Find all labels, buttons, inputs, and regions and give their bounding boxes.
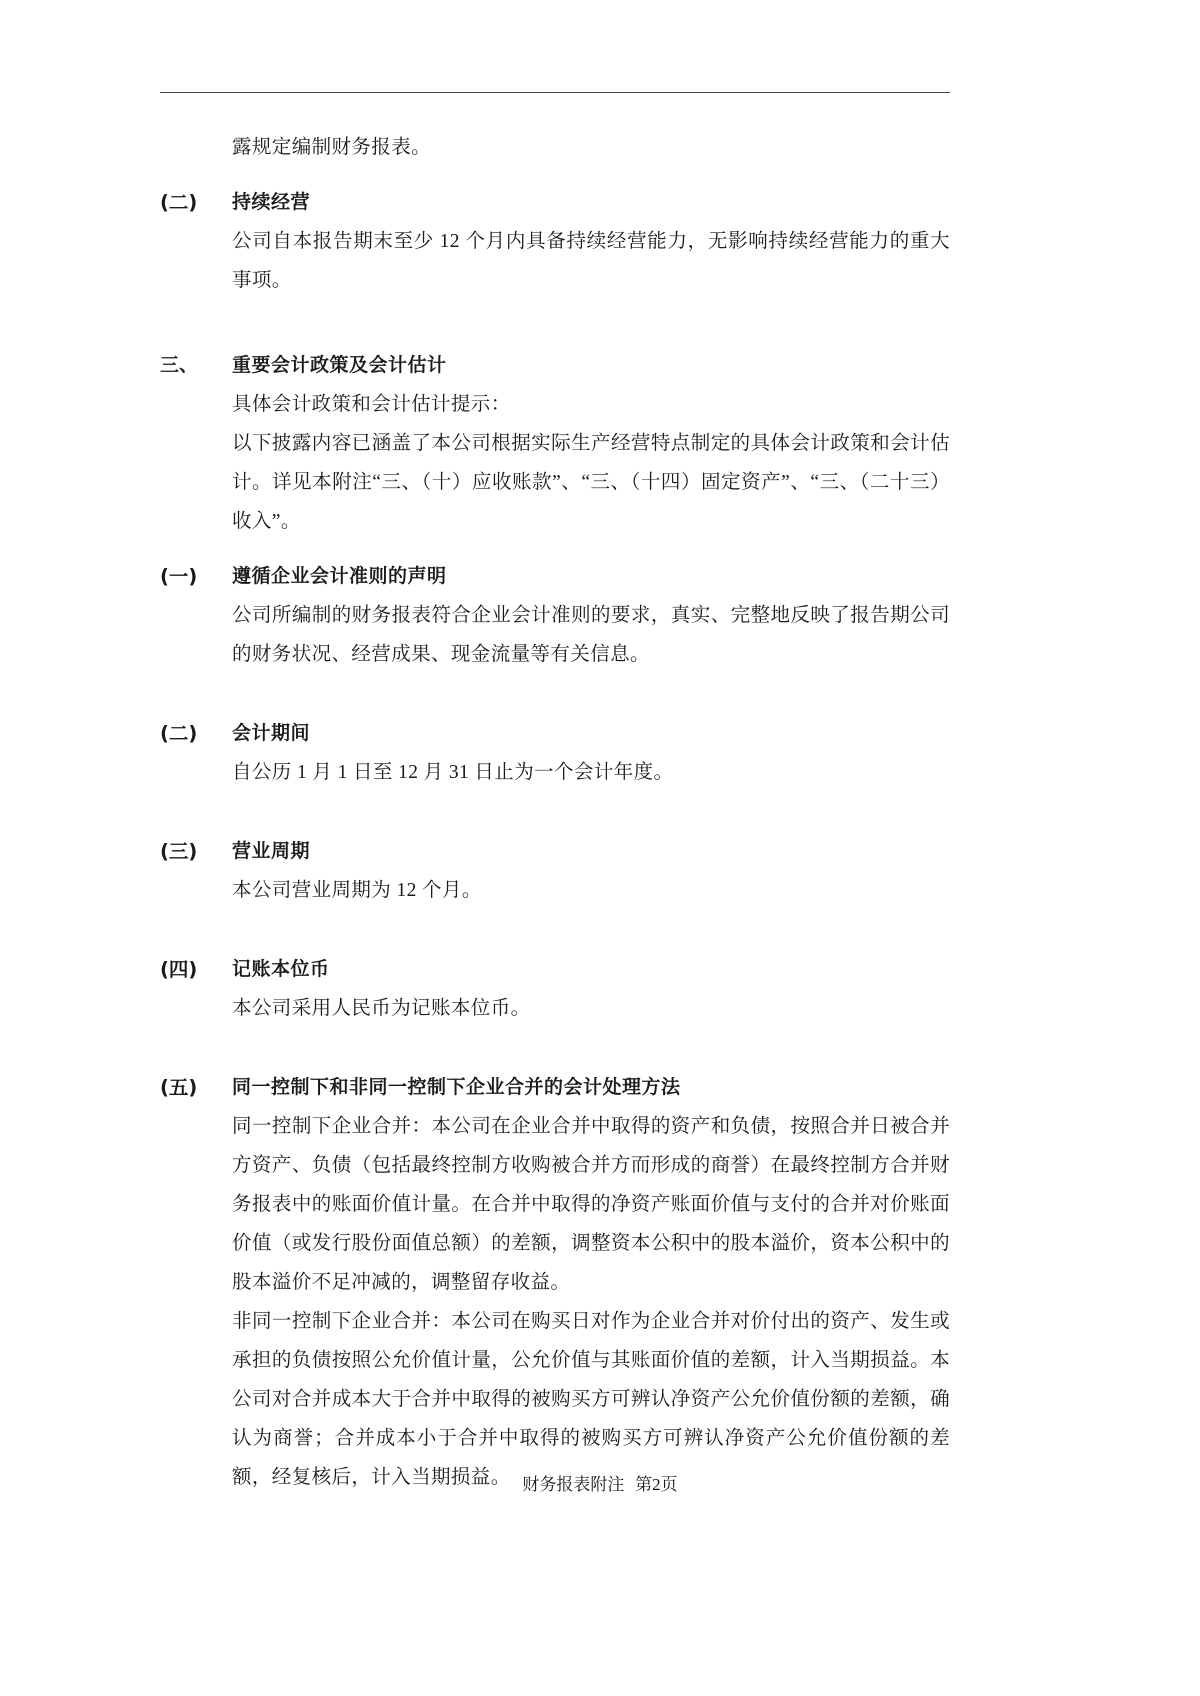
footer-page-number: 2: [652, 1475, 661, 1494]
header-divider: [160, 92, 950, 93]
section-title: 遵循企业会计准则的声明: [232, 565, 447, 587]
section-heading-row: [160, 183, 950, 222]
section-paragraph: 同一控制下企业合并：本公司在企业合并中取得的资产和负债，按照合并日被合并方资产、负债（包括最终控制方收购被合并方而形成的商誉）在最终控制方合并财务报表中的账面价值计量。在合并中取得的净资产账面价值与支付的合并对价账面价值（或发行股份面值总额）的差额，调整资本公积中的股本溢价，资本公积中的股本溢价不足冲减的，调整留存收益。: [232, 1116, 950, 1293]
section-heading-row: [160, 950, 950, 989]
section-paragraph: 自公历 1 月 1 日至 12 月 31 日止为一个会计年度。: [232, 762, 674, 783]
footer-page-suffix: 页: [660, 1475, 678, 1495]
section-paragraph: 公司所编制的财务报表符合企业会计准则的要求，真实、完整地反映了报告期公司的财务状况、经营成果、现金流量等有关信息。: [232, 605, 950, 665]
section-number: 三、: [160, 354, 199, 376]
section-number: (一): [160, 565, 198, 588]
section-heading-row: [160, 714, 950, 753]
section-paragraph: 公司自本报告期末至少 12 个月内具备持续经营能力，无影响持续经营能力的重大事项。: [232, 231, 950, 291]
section-heading-row: [160, 557, 950, 596]
section-paragraph: 非同一控制下企业合并：本公司在购买日对作为企业合并对价付出的资产、发生或承担的负债按照公允价值计量，公允价值与其账面价值的差额，计入当期损益。本公司对合并成本大于合并中取得的被购买方可辨认净资产公允价值份额的差额，确认为商誉；合并成本小于合并中取得的被购买方可辨认净资产公允价值份额的差额，经复核后，计入当期损益。: [232, 1311, 950, 1488]
page-footer: [0, 1470, 1200, 1495]
section-number: (二): [160, 722, 198, 745]
section-heading-row: [160, 1068, 950, 1107]
footer-label: 财务报表附注: [522, 1475, 625, 1495]
document-body: [160, 128, 950, 1497]
section-heading-row: [160, 346, 950, 385]
continued-paragraph: 露规定编制财务报表。: [232, 137, 432, 158]
section-number: (三): [160, 840, 198, 863]
section-title: 营业周期: [232, 840, 311, 862]
footer-page-prefix: 第: [635, 1475, 653, 1495]
section-number: (五): [160, 1076, 198, 1099]
section-title: 持续经营: [232, 191, 311, 213]
section-number: (二): [160, 191, 198, 214]
section-title: 重要会计政策及会计估计: [232, 354, 447, 376]
section-paragraph: 具体会计政策和会计估计提示：: [232, 394, 511, 415]
section-title: 记账本位币: [232, 958, 330, 980]
section-title: 同一控制下和非同一控制下企业合并的会计处理方法: [232, 1076, 681, 1098]
section-paragraph: 以下披露内容已涵盖了本公司根据实际生产经营特点制定的具体会计政策和会计估计。详见本附注“三、（十）应收账款”、“三、（十四）固定资产”、“三、（二十三）收入”。: [232, 433, 950, 532]
section-number: (四): [160, 958, 198, 981]
section-paragraph: 本公司采用人民币为记账本位币。: [232, 998, 531, 1019]
section-paragraph: 本公司营业周期为 12 个月。: [232, 880, 482, 901]
section-heading-row: [160, 832, 950, 871]
section-title: 会计期间: [232, 722, 311, 744]
